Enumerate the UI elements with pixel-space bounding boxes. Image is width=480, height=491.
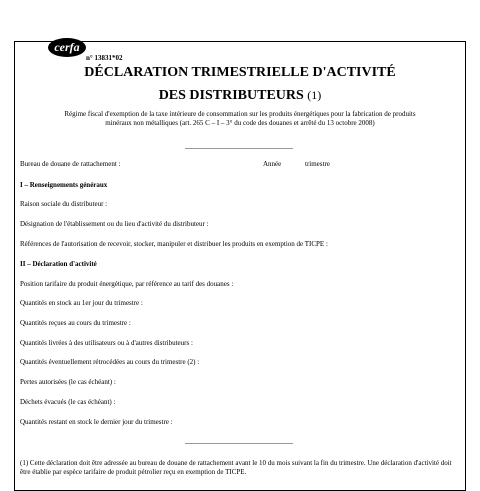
title-line-2-text: DES DISTRIBUTEURS — [158, 88, 304, 103]
field-pertes: Pertes autorisées (le cas échéant) : — [20, 378, 116, 386]
subtitle: Régime fiscal d'exemption de la taxe intérieure de consommation sur les produits énergétiques pour la fabrication de produits minéraux non métalliques (art. 265 C – I – 3° du code des douanes et arrêté du 13 octobre 2008) — [64, 110, 416, 127]
title-note: (1) — [307, 88, 322, 102]
title-line-2 — [14, 88, 466, 104]
cerfa-logo: cerfa — [48, 38, 86, 57]
field-position-tarifaire: Position tarifaire du produit énergétique, par référence au tarif des douanes : — [20, 280, 234, 288]
field-stock-debut: Quantités en stock au 1er jour du trimestre : — [20, 299, 143, 307]
field-stock-fin: Quantités restant en stock le dernier jour du trimestre : — [20, 418, 173, 426]
field-quantites-livrees: Quantités livrées à des utilisateurs ou à d'autres distributeurs : — [20, 339, 193, 347]
trimestre-label: trimestre — [305, 160, 330, 168]
bureau-row — [20, 160, 460, 168]
field-references: Références de l'autorisation de recevoir, stocker, manipuler et distribuer les produits en exemption de TICPE : — [20, 240, 328, 248]
field-raison-sociale: Raison sociale du distributeur : — [20, 200, 108, 208]
footnote: (1) Cette déclaration doit être adressée au bureau de douane de rattachement avant le 10 du mois suivant la fin du trimestre. Une déclaration d'activité doit être établie par espèce tarifaire de produit pétrolier reçu en exemption de TICPE. — [20, 459, 452, 476]
bureau-label: Bureau de douane de rattachement : — [20, 160, 121, 168]
title-line-1: DÉCLARATION TRIMESTRIELLE D'ACTIVITÉ — [84, 65, 396, 80]
field-designation: Désignation de l'établissement ou du lieu d'activité du distributeur : — [20, 220, 209, 228]
field-quantites-recues: Quantités reçues au cours du trimestre : — [20, 319, 131, 327]
separator-bottom — [185, 443, 293, 444]
separator-top — [185, 148, 293, 149]
section-1-heading: I – Renseignements généraux — [20, 181, 108, 189]
field-dechets: Déchets évacués (le cas échéant) : — [20, 398, 116, 406]
form-number: n° 13831*02 — [86, 54, 123, 62]
field-quantites-retrocedees: Quantités éventuellement rétrocédées au cours du trimestre (2) : — [20, 358, 200, 366]
annee-label: Année — [263, 160, 282, 168]
section-2-heading: II – Déclaration d'activité — [20, 260, 97, 268]
